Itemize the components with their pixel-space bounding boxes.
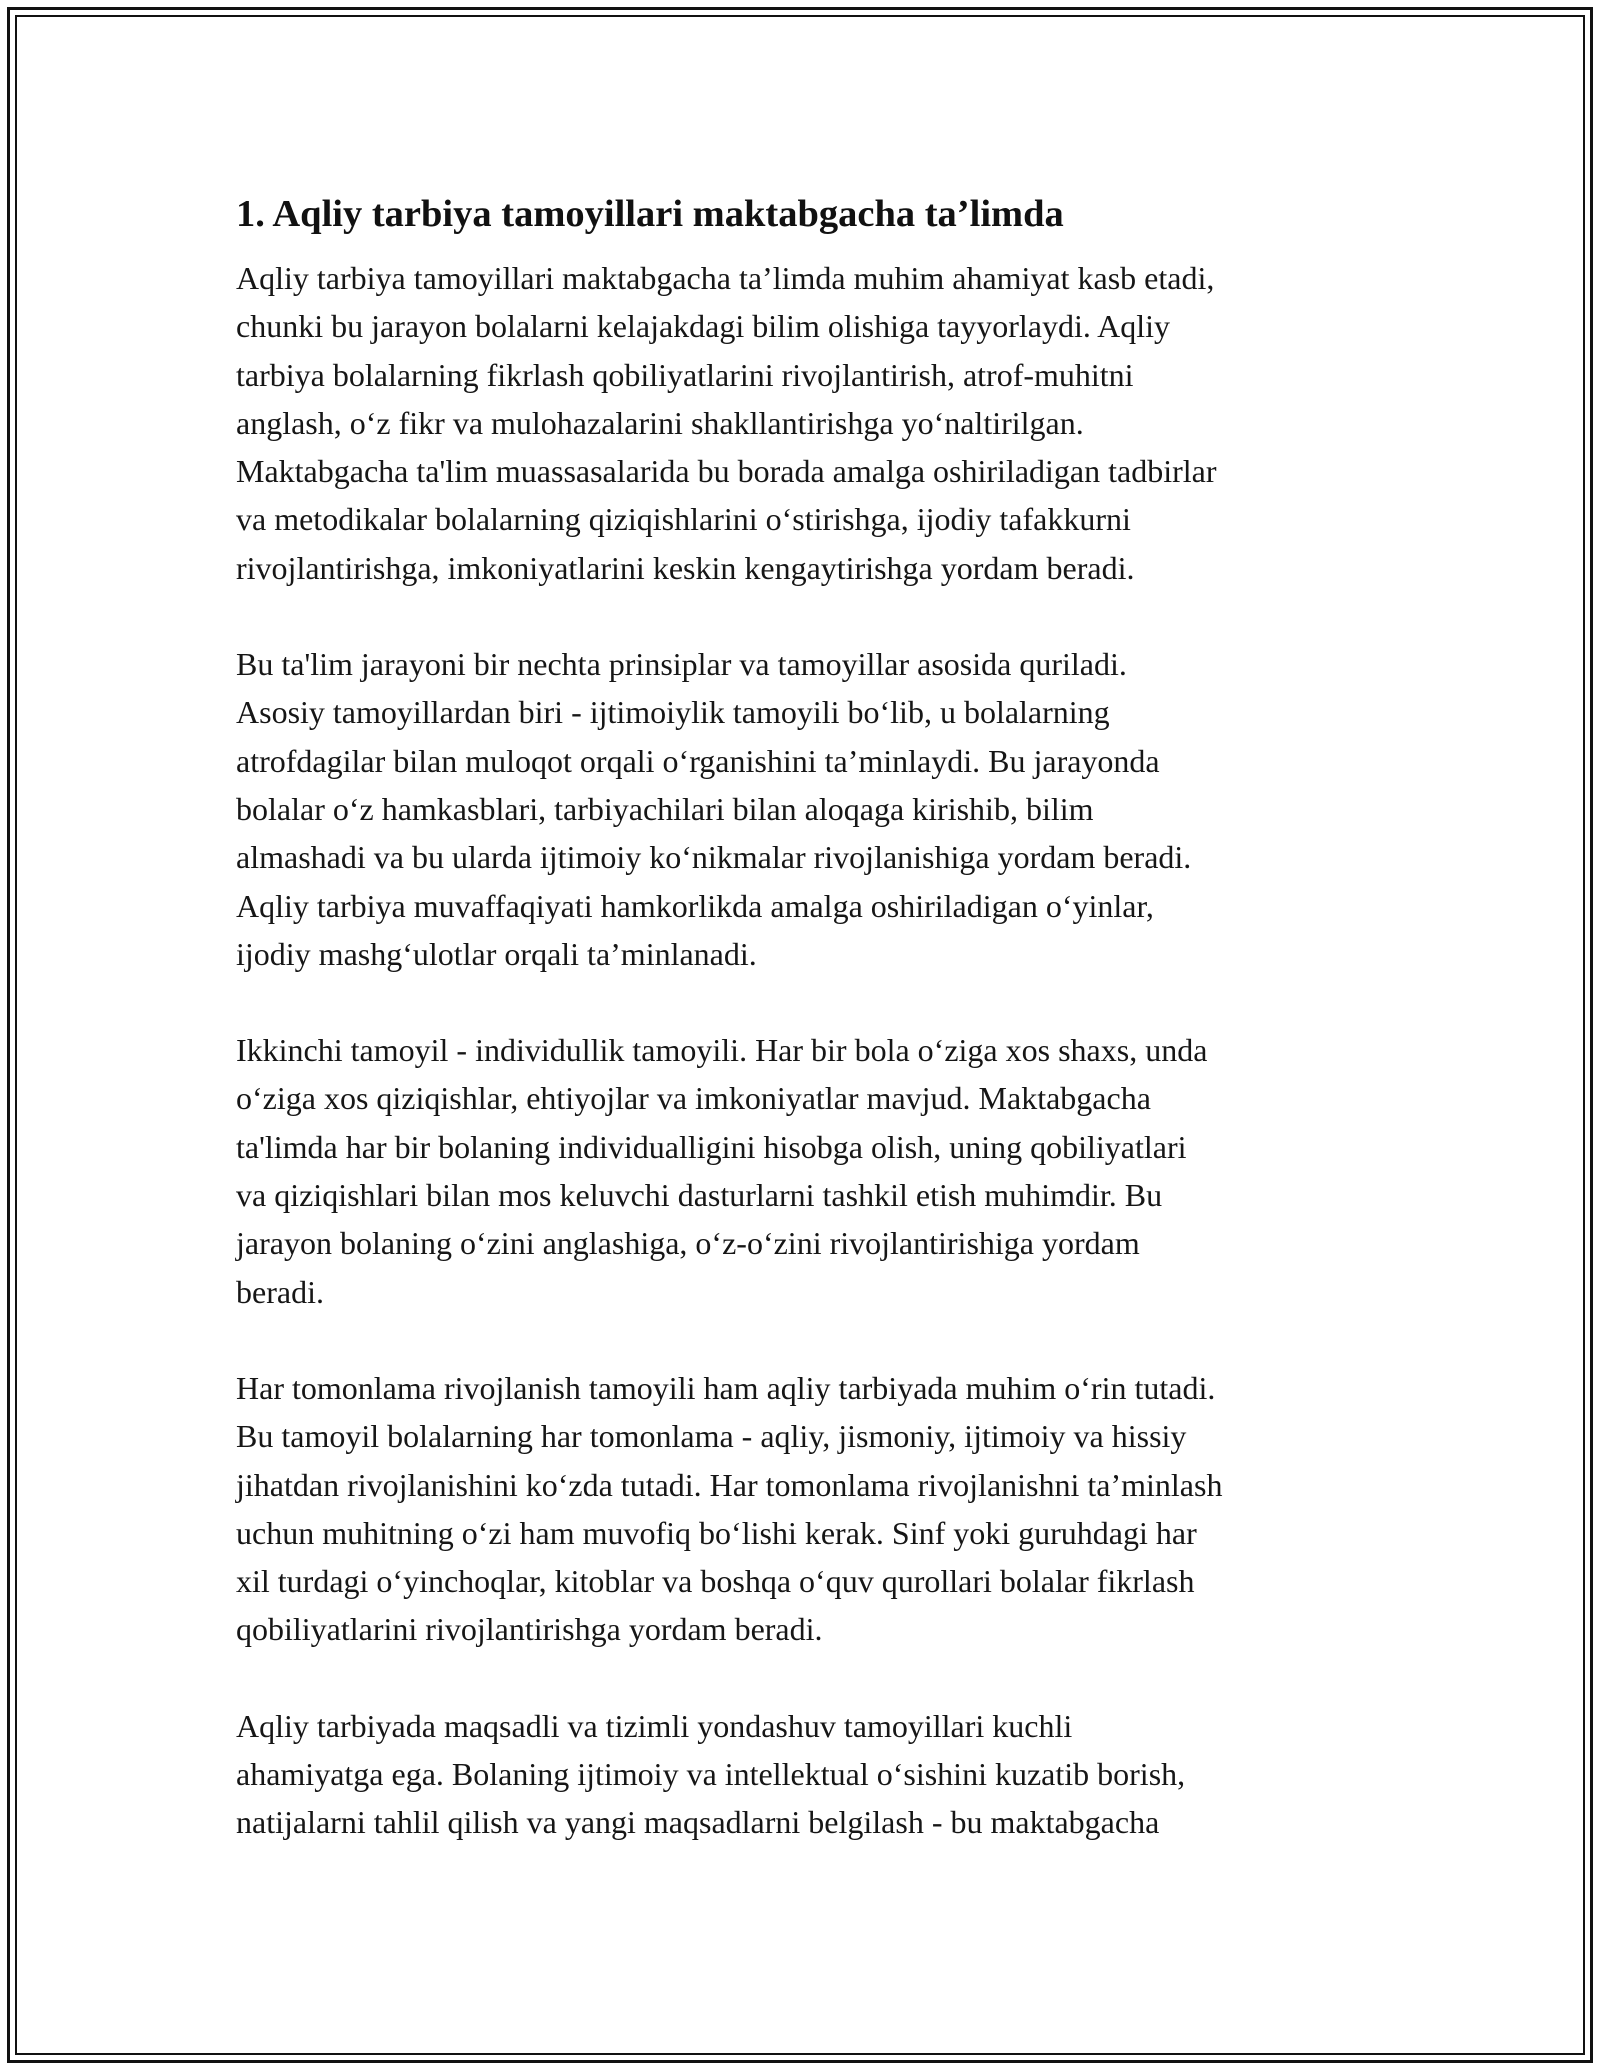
section-heading: 1. Aqliy tarbiya tamoyillari maktabgacha ta’limda <box>236 193 1064 235</box>
text-line: va metodikalar bolalarning qiziqishlarini o‘stirishga, ijodiy tafakkurni <box>236 501 1131 538</box>
text-line: tarbiya bolalarning fikrlash qobiliyatlarini rivojlantirish, atrof-muhitni <box>236 356 1134 393</box>
text-line: uchun muhitning o‘zi ham muvofiq bo‘lishi kerak. Sinf yoki guruhdagi har <box>236 1514 1197 1551</box>
text-line: anglash, o‘z fikr va mulohazalarini shakllantirishga yo‘naltirilgan. <box>236 404 1084 441</box>
text-line: rivojlantirishga, imkoniyatlarini keskin kengaytirishga yordam beradi. <box>236 549 1135 586</box>
text-line: ijodiy mashg‘ulotlar orqali ta’minlanadi. <box>236 935 757 972</box>
text-line: va qiziqishlari bilan mos keluvchi dasturlarni tashkil etish muhimdir. Bu <box>236 1177 1163 1214</box>
text-line: ahamiyatga ega. Bolaning ijtimoiy va intellektual o‘sishini kuzatib borish, <box>236 1756 1186 1793</box>
paragraph-2 <box>236 640 1376 978</box>
text-line: Bu ta'lim jarayoni bir nechta prinsiplar va tamoyillar asosida quriladi. <box>236 646 1127 683</box>
text-line: atrofdagilar bilan muloqot orqali o‘rganishini ta’minlaydi. Bu jarayonda <box>236 742 1160 779</box>
text-line: Aqliy tarbiya tamoyillari maktabgacha ta’limda muhim ahamiyat kasb etadi, <box>236 260 1215 296</box>
text-line: Aqliy tarbiyada maqsadli va tizimli yondashuv tamoyillari kuchli <box>236 1707 1073 1744</box>
document-body <box>236 188 1376 1895</box>
text-line: Asosiy tamoyillardan biri - ijtimoiylik tamoyili bo‘lib, u bolalarning <box>236 694 1110 731</box>
text-line: beradi. <box>236 1273 324 1310</box>
text-line: qobiliyatlarini rivojlantirishga yordam beradi. <box>236 1611 823 1648</box>
text-line: Bu tamoyil bolalarning har tomonlama - aqliy, jismoniy, ijtimoiy va hissiy <box>236 1418 1187 1455</box>
text-line: almashadi va bu ularda ijtimoiy ko‘nikmalar rivojlanishiga yordam beradi. <box>236 839 1192 876</box>
text-line: bolalar o‘z hamkasblari, tarbiyachilari bilan aloqaga kirishib, bilim <box>236 790 1094 827</box>
text-line: xil turdagi o‘yinchoqlar, kitoblar va boshqa o‘quv qurollari bolalar fikrlash <box>236 1563 1195 1600</box>
text-line: jihatdan rivojlanishini ko‘zda tutadi. Har tomonlama rivojlanishni ta’minlash <box>236 1466 1223 1503</box>
paragraph-1 <box>236 254 1376 592</box>
paragraph-3 <box>236 1026 1376 1316</box>
paragraph-5 <box>236 1702 1376 1847</box>
text-line: Aqliy tarbiya muvaffaqiyati hamkorlikda amalga oshiriladigan o‘yinlar, <box>236 887 1154 924</box>
text-line: Ikkinchi tamoyil - individullik tamoyili. Har bir bola o‘ziga xos shaxs, unda <box>236 1032 1208 1069</box>
text-line: o‘ziga xos qiziqishlar, ehtiyojlar va imkoniyatlar mavjud. Maktabgacha <box>236 1080 1151 1117</box>
text-line: Maktabgacha ta'lim muassasalarida bu borada amalga oshiriladigan tadbirlar <box>236 453 1217 490</box>
paragraph-4 <box>236 1364 1376 1654</box>
text-line: jarayon bolaning o‘zini anglashiga, o‘z-o‘zini rivojlantirishiga yordam <box>236 1225 1140 1262</box>
text-line: Har tomonlama rivojlanish tamoyili ham aqliy tarbiyada muhim o‘rin tutadi. <box>236 1369 1216 1406</box>
text-line: natijalarni tahlil qilish va yangi maqsadlarni belgilash - bu maktabgacha <box>236 1804 1160 1841</box>
text-line: ta'limda har bir bolaning individualligini hisobga olish, uning qobiliyatlari <box>236 1128 1187 1165</box>
text-line: chunki bu jarayon bolalarni kelajakdagi bilim olishiga tayyorlaydi. Aqliy <box>236 308 1171 345</box>
